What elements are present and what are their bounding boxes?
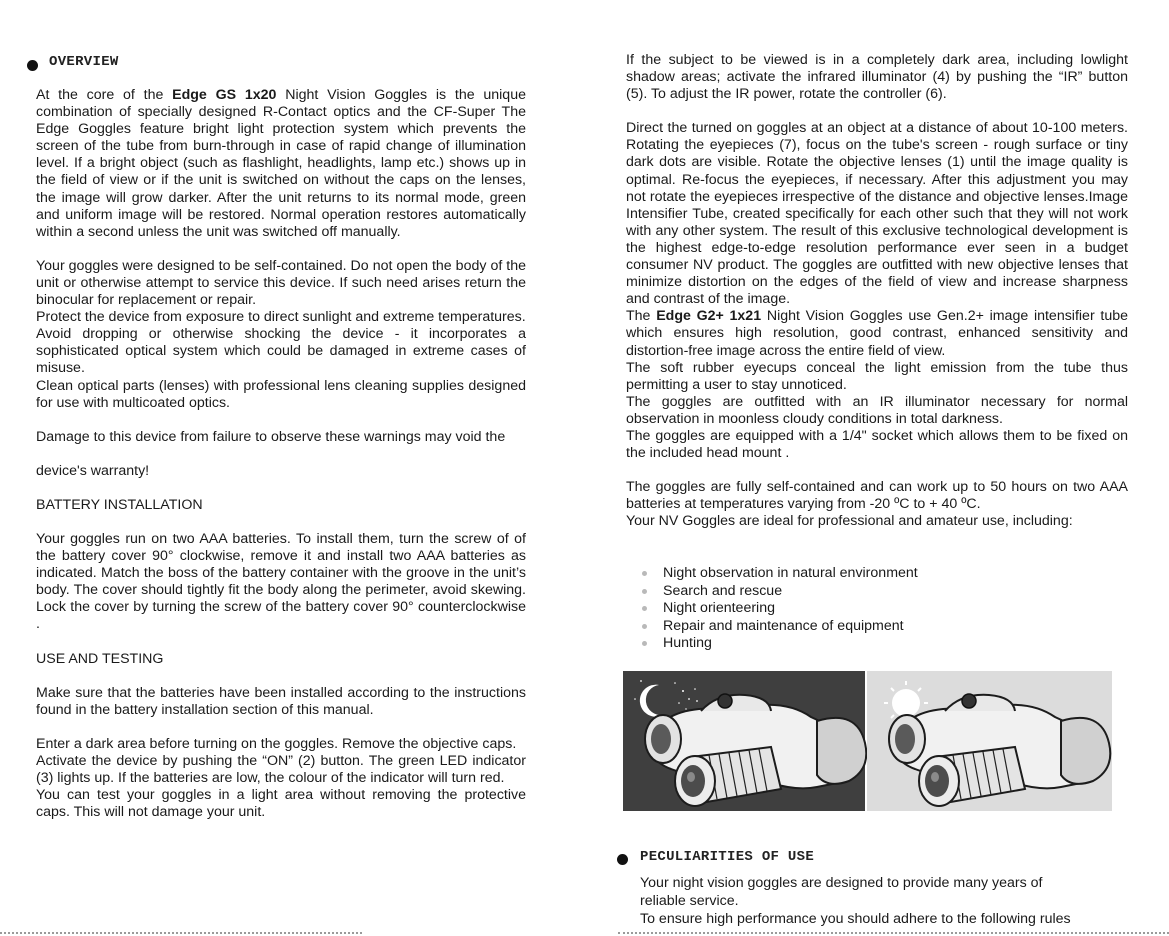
activate-paragraph: Activate the device by pushing the “ON” (2) button. The green LED indicator (3) lights up. If the batteries are low, the colour of the indicator will turn red. xyxy=(36,752,526,786)
left-text-block xyxy=(36,87,526,821)
batteries-paragraph: The goggles are fully self-contained and can work up to 50 hours on two AAA batteries at temperatures varying from -20 ºC to + 40 ºC. xyxy=(626,479,1128,513)
avoid-paragraph: Avoid dropping or otherwise shocking the device - it incorporates a sophisticated optical system which could be damaged in extreme cases of misuse. xyxy=(36,326,526,377)
socket-paragraph: The goggles are equipped with a 1/4" socket which allows them to be fixed on the included head mount . xyxy=(626,427,1128,462)
warranty-line: device's warranty! xyxy=(36,462,150,479)
overview-bullet xyxy=(27,60,38,71)
ir-paragraph: The goggles are outfitted with an IR illuminator necessary for normal observation in moonless cloudy conditions in total darkness. xyxy=(626,393,1128,427)
g2-paragraph: The Edge G2+ 1x21 Night Vision Goggles use Gen.2+ image intensifier tube which ensures high resolution, good contrast, enhanced sensitivity and distortion-free image across the entire field of view. xyxy=(626,308,1128,359)
dark-area-paragraph: If the subject to be viewed is in a completely dark area, including lowlight shadow areas; activate the infrared illuminator (4) by pushing the “IR” button (5). To adjust the IR power, rotate the controller (6). xyxy=(626,52,1128,103)
left-footer-rule xyxy=(0,932,362,934)
model-name-gs: Edge GS 1x20 xyxy=(172,87,277,103)
battery-installation-heading: BATTERY INSTALLATION xyxy=(36,496,203,513)
night-day-goggles-svg xyxy=(623,671,1112,811)
goggles-illustration xyxy=(623,671,1112,811)
peculiarities-line-2: reliable service. xyxy=(640,893,739,909)
damage-paragraph: Damage to this device from failure to observe these warnings may void the xyxy=(36,428,506,445)
list-item: Search and rescue xyxy=(626,583,1126,601)
peculiarities-heading: PECULIARITIES OF USE xyxy=(640,849,815,865)
list-item: Hunting xyxy=(626,635,1126,653)
peculiarities-bullet xyxy=(617,854,628,865)
battery-paragraph: Your goggles run on two AAA batteries. To install them, turn the screw of of the battery cover 90° clockwise, remove it and install two AAA batteries as indicated. Match the boss of the battery container with the groove in the unit’s body. The cover should tightly fit the body along the perimeter, avoid skewing. Lock the cover by turning the screw of the battery cover 90° counterclockwise . xyxy=(36,530,526,633)
peculiarities-line-1: Your night vision goggles are designed to provide many years of xyxy=(640,875,1043,891)
test-paragraph: You can test your goggles in a light area without removing the protective caps. This will not damage your unit. xyxy=(36,787,526,821)
make-sure-paragraph: Make sure that the batteries have been installed according to the instructions found in the battery installation section of this manual. xyxy=(36,684,526,718)
uses-list xyxy=(626,565,1126,653)
protect-paragraph: Protect the device from exposure to direct sunlight and extreme temperatures. xyxy=(36,309,526,326)
peculiarities-text xyxy=(640,874,1120,928)
eyecups-paragraph: The soft rubber eyecups conceal the light emission from the tube thus permitting a user to stay unnoticed. xyxy=(626,359,1128,393)
use-and-testing-heading: USE AND TESTING xyxy=(36,650,164,667)
list-item: Night observation in natural environment xyxy=(626,565,1126,583)
list-item: Night orienteering xyxy=(626,600,1126,618)
overview-heading: OVERVIEW xyxy=(49,54,119,70)
peculiarities-line-3: To ensure high performance you should adhere to the following rules xyxy=(640,911,1071,927)
model-name-g2: Edge G2+ 1x21 xyxy=(656,308,762,325)
direct-paragraph: Direct the turned on goggles at an object at a distance of about 10-100 meters. Rotating the eyepieces (7), focus on the tube's screen - rough surface or tiny dark dots are visible. Rotate the objective lenses (1) until the image quality is optimal. Re-focus the eyepieces, if necessary. After this adjustment you may not rotate the eyepieces irrespective of the distance and objective lenses.Image Intensifier Tube, created specifically for each other such that they will not work with any other system. The result of this exclusive technological development is the highest edge-to-edge resolution performance ever seen in a budget consumer NV product. The goggles are outfitted with new objective lenses that minimize distortion on the edges of the field of view and increase sharpness and contrast of the image. xyxy=(626,120,1128,308)
self-contained-paragraph: Your goggles were designed to be self-contained. Do not open the body of the unit or otherwise attempt to service this device. If such need arises return the binocular for replacement or repair. xyxy=(36,257,526,309)
right-text-block xyxy=(626,52,1128,530)
overview-intro: At the core of the Edge GS 1x20 Night Vision Goggles is the unique combination of specially designed R-Contact optics and the CF-Super The Edge Goggles feature bright light protection system which prevents the screen of the tube from burn-through in case of rapid change of illumination level. If a bright object (such as flashlight, headlights, lamp etc.) shows up in the field of view or if the unit is switched on without the caps on the lenses, the image will grow darker. After the unit returns to its normal mode, green and uniform image will be restored. Normal operation restores automatically within a second unless the unit was switched off manually. xyxy=(36,87,526,240)
ideal-paragraph: Your NV Goggles are ideal for professional and amateur use, including: xyxy=(626,513,1073,530)
clean-paragraph: Clean optical parts (lenses) with professional lens cleaning supplies designed for use with multicoated optics. xyxy=(36,377,526,411)
list-item: Repair and maintenance of equipment xyxy=(626,618,1126,636)
right-footer-rule xyxy=(618,932,1169,934)
enter-dark-paragraph: Enter a dark area before turning on the goggles. Remove the objective caps. xyxy=(36,735,517,752)
